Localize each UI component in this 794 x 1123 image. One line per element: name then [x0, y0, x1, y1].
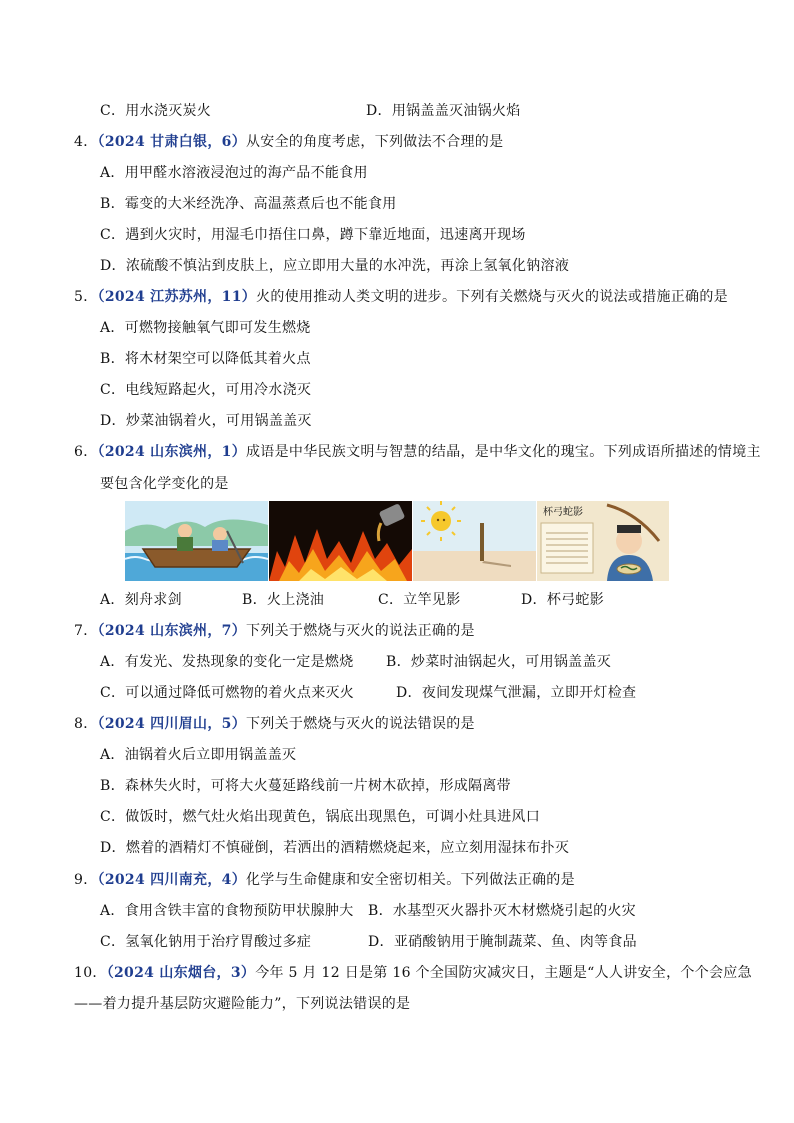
option-a: A．食用含铁丰富的食物预防甲状腺肿大 — [100, 903, 354, 919]
option-c: C．遇到火灾时，用湿毛巾捂住口鼻，蹲下靠近地面，迅速离开现场 — [100, 227, 526, 243]
question-7 — [74, 621, 475, 641]
question-stem: 从安全的角度考虑，下列做法不合理的是 — [246, 134, 504, 150]
option-d: D．用锅盖盖灭油锅火焰 — [366, 103, 521, 119]
option-d: D．夜间发现煤气泄漏，立即开灯检查 — [396, 685, 637, 701]
question-number: 5． — [74, 289, 98, 305]
option-c: C．氢氧化钠用于治疗胃酸过多症 — [100, 934, 312, 950]
question-10 — [74, 963, 752, 983]
bow-snake-illustration — [537, 501, 669, 581]
question-source: （2024 甘肃白银，6） — [97, 134, 246, 150]
option-a: A．可燃物接触氧气即可发生燃烧 — [100, 320, 311, 336]
question-number: 9． — [74, 872, 98, 888]
question-8 — [74, 714, 475, 734]
question-source: （2024 四川南充，4） — [97, 872, 246, 888]
option-b: B．森林失火时，可将大火蔓延路线前一片树木砍掉，形成隔离带 — [100, 778, 511, 794]
question-number: 8． — [74, 716, 98, 732]
option-b: B．将木材架空可以降低其着火点 — [100, 351, 311, 367]
question-stem: 下列关于燃烧与灭火的说法正确的是 — [246, 623, 475, 639]
option-b: B．火上浇油 — [242, 592, 325, 608]
question-4 — [74, 132, 503, 152]
question-stem: 今年 5 月 12 日是第 16 个全国防灾减灾日，主题是“人人讲安全，个个会应急 — [255, 965, 752, 981]
fire-illustration — [269, 501, 412, 581]
option-d: D．亚硝酸钠用于腌制蔬菜、鱼、肉等食品 — [368, 934, 637, 950]
option-c: C．做饭时，燃气灶火焰出现黄色，锅底出现黑色，可调小灶具进风口 — [100, 809, 541, 825]
question-source: （2024 江苏苏州，11） — [97, 289, 257, 305]
question-source: （2024 山东滨州，7） — [97, 623, 246, 639]
question-number: 4． — [74, 134, 98, 150]
question-stem-continued: ——着力提升基层防灾避险能力”，下列说法错误的是 — [74, 996, 411, 1012]
option-d: D．杯弓蛇影 — [521, 592, 605, 608]
question-6 — [74, 442, 761, 462]
option-c: C．可以通过降低可燃物的着火点来灭火 — [100, 685, 355, 701]
option-c: C．用水浇灭炭火 — [100, 103, 212, 119]
question-stem: 成语是中华民族文明与智慧的结晶，是中华文化的瑰宝。下列成语所描述的情境主 — [246, 444, 761, 460]
question-source: （2024 四川眉山，5） — [97, 716, 246, 732]
option-a: A．刻舟求剑 — [100, 592, 182, 608]
question-stem: 火的使用推动人类文明的进步。下列有关燃烧与灭火的说法或措施正确的是 — [256, 289, 728, 305]
option-c: C．立竿见影 — [378, 592, 461, 608]
option-d: D．浓硫酸不慎沾到皮肤上，应立即用大量的水冲洗，再涂上氢氧化钠溶液 — [100, 258, 570, 274]
option-a: A．用甲醛水溶液浸泡过的海产品不能食用 — [100, 165, 368, 181]
option-a: A．油锅着火后立即用锅盖盖灭 — [100, 747, 297, 763]
question-stem: 下列关于燃烧与灭火的说法错误的是 — [246, 716, 475, 732]
question-stem-continued: 要包含化学变化的是 — [100, 476, 229, 492]
option-a: A．有发光、发热现象的变化一定是燃烧 — [100, 654, 354, 670]
option-d: D．炒菜油锅着火，可用锅盖盖灭 — [100, 413, 312, 429]
option-b: B．炒菜时油锅起火，可用锅盖盖灭 — [386, 654, 612, 670]
option-b: B．水基型灭火器扑灭木材燃烧引起的火灾 — [368, 903, 636, 919]
boat-illustration — [125, 501, 268, 581]
question-stem: 化学与生命健康和安全密切相关。下列做法正确的是 — [246, 872, 575, 888]
question-number: 10． — [74, 965, 107, 981]
question-source: （2024 山东烟台，3） — [106, 965, 256, 981]
question-9 — [74, 870, 575, 890]
option-d: D．燃着的酒精灯不慎碰倒，若洒出的酒精燃烧起来，应立刻用湿抹布扑灭 — [100, 840, 570, 856]
question-5 — [74, 287, 728, 307]
question-source: （2024 山东滨州，1） — [97, 444, 246, 460]
option-c: C．电线短路起火，可用冷水浇灭 — [100, 382, 312, 398]
question-number: 7． — [74, 623, 98, 639]
question-number: 6． — [74, 444, 98, 460]
pole-shadow-illustration — [413, 501, 536, 581]
option-b: B．霉变的大米经洗净、高温蒸煮后也不能食用 — [100, 196, 397, 212]
illustration-caption: 杯弓蛇影 — [543, 507, 583, 518]
